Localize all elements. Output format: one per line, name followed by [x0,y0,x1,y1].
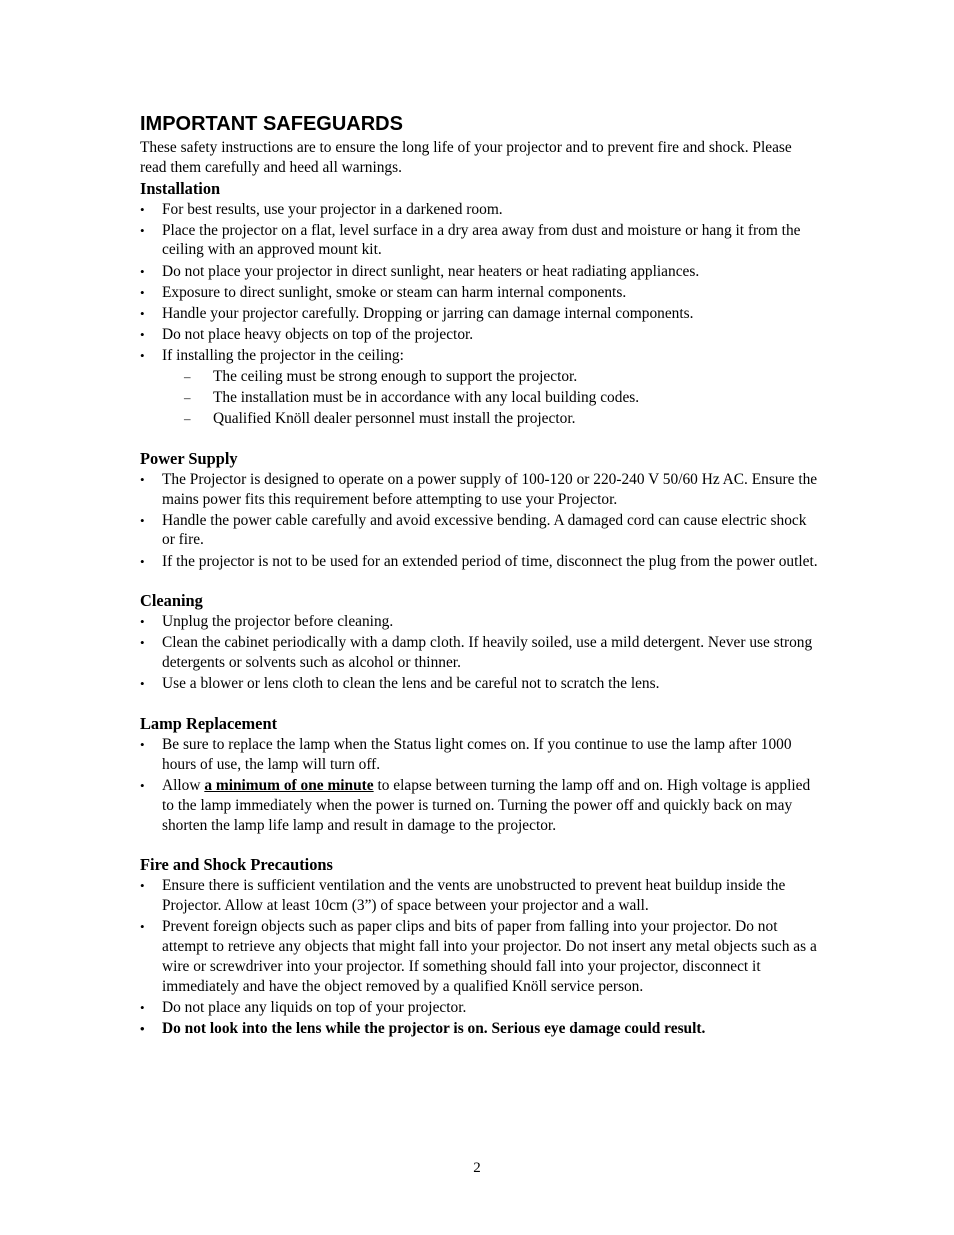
intro-paragraph: These safety instructions are to ensure the long life of your projector and to prevent fire and shock. Please read them carefully and heed all warnings. [140,139,792,176]
lamp-replacement-section [140,714,820,835]
list-item: • Prevent foreign objects such as paper clips and bits of paper from falling into your projector. Do not attempt to retrieve any objects that might fall into your projector. Do not insert any metal objects such as a wire or screwdriver into your projector. If something should fall into your projector, disconnect it immediately and have the object removed by a qualified Knöll service person. [140,917,820,996]
fire-shock-section [140,855,820,1038]
sub-list-item: – The ceiling must be strong enough to support the projector. [184,367,820,387]
list-item: • For best results, use your projector in a darkened room. [140,200,820,220]
sub-list-item: – Qualified Knöll dealer personnel must install the projector. [184,409,820,429]
list-item: • Place the projector on a flat, level surface in a dry area away from dust and moisture or hang it from the ceiling with an approved mount kit. [140,221,820,261]
fire-shock-heading: Fire and Shock Precautions [140,855,333,875]
list-item: • Use a blower or lens cloth to clean the lens and be careful not to scratch the lens. [140,674,820,694]
list-item: • Be sure to replace the lamp when the Status light comes on. If you continue to use the lamp after 1000 hours of use, the lamp will turn off. [140,735,820,775]
list-item: • Do not place any liquids on top of your projector. [140,998,820,1018]
sub-list-item: – The installation must be in accordance with any local building codes. [184,388,820,408]
list-item: • Handle the power cable carefully and avoid excessive bending. A damaged cord can cause electric shock or fire. [140,511,820,551]
list-item-text: Allow [162,776,205,794]
page-title: IMPORTANT SAFEGUARDS [140,113,403,135]
page-number: 2 [473,1160,481,1176]
power-supply-section [140,449,820,572]
list-item: • Clean the cabinet periodically with a damp cloth. If heavily soiled, use a mild detergent. Never use strong detergents or solvents such as alcohol or thinner. [140,633,820,673]
power-supply-heading: Power Supply [140,448,238,468]
lamp-replacement-heading: Lamp Replacement [140,714,278,734]
list-item: • Do not place heavy objects on top of the projector. [140,325,820,345]
installation-section [140,179,820,429]
cleaning-list [140,612,820,694]
list-item: • If the projector is not to be used for an extended period of time, disconnect the plug from the power outlet. [140,552,820,572]
list-item: • Ensure there is sufficient ventilation and the vents are unobstructed to prevent heat buildup inside the Projector. Allow at least 10cm (3”) of space between your projector and a wall. [140,876,820,916]
installation-heading: Installation [140,178,221,198]
list-item: • The Projector is designed to operate on a power supply of 100-120 or 220-240 V 50/60 Hz AC. Ensure the mains power fits this requirement before attempting to use your Projector. [140,470,820,510]
list-item [140,346,820,429]
list-item: • Exposure to direct sunlight, smoke or steam can harm internal components. [140,283,820,303]
list-item [140,776,820,835]
emphasis-text: a minimum of one minute [204,776,374,794]
list-item: • Do not place your projector in direct sunlight, near heaters or heat radiating appliances. [140,262,820,282]
list-item: • Unplug the projector before cleaning. [140,612,820,632]
power-supply-list [140,470,820,572]
cleaning-heading: Cleaning [140,591,203,611]
list-item: • Handle your projector carefully. Dropping or jarring can damage internal components. [140,304,820,324]
ceiling-sublist [184,367,820,429]
lamp-replacement-list [140,735,820,835]
cleaning-section [140,591,820,694]
warning-item: • Do not look into the lens while the projector is on. Serious eye damage could result. [140,1019,820,1039]
document-page [140,112,820,1040]
installation-list [140,200,820,429]
fire-shock-list [140,876,820,1038]
list-item-text: If installing the projector in the ceiling: [162,346,404,364]
list-item-text: to elapse between turning the lamp off and on. High voltage is applied to the lamp immediately when the power is turned on. Turning the power off and quickly back on may shorten the lamp life lamp and result in damage to the projector. [162,776,811,834]
